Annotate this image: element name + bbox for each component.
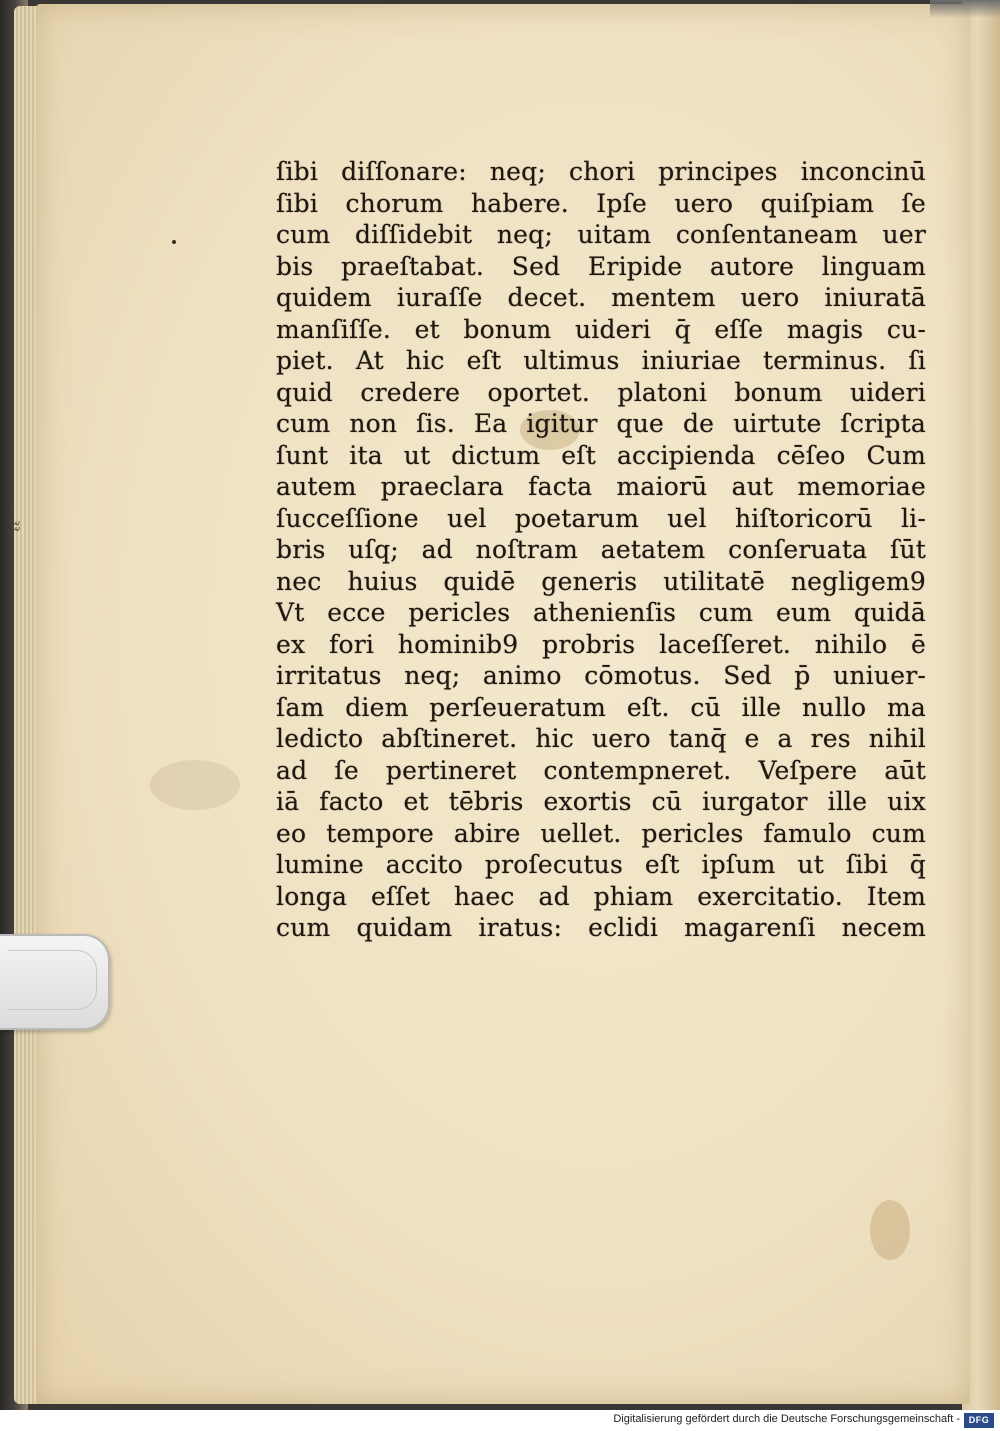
- text-line: lumine accito proſecutus eſt ipſum ut ſibi q̄: [276, 850, 926, 879]
- text-line: bis praeſtabat. Sed Eripide autore linguam: [276, 251, 926, 281]
- text-line: ſucceſſione uel poetarum uel hiſtoricorū li-: [276, 503, 926, 533]
- text-line: cum non ſis. Ea igitur que de uirtute ſcripta: [276, 409, 926, 438]
- text-line: ſibi chorum habere. Ipſe uero quiſpiam ſe: [276, 188, 926, 218]
- text-line: quidem iuraſſe decet. mentem uero iniuratā: [276, 283, 926, 312]
- text-line: longa eſſet haec ad phiam exercitatio. Item: [276, 881, 926, 911]
- text-line: ex fori hominib9 probris laceſſeret. nihilo ē: [276, 629, 926, 659]
- text-line: Vt ecce pericles athenienſis cum eum quidā: [276, 598, 926, 627]
- text-line: cum quidam iratus: eclidi magarenſi necem: [276, 913, 926, 942]
- foxing-spot: [150, 760, 240, 810]
- text-line: eo tempore abire uellet. pericles famulo cum: [276, 818, 926, 848]
- text-line: ſibi diſſonare: neq; chori principes inconcinū: [276, 157, 926, 186]
- text-line: irritatus neq; animo cōmotus. Sed p̄ uniuer-: [276, 661, 926, 690]
- text-line: manſiſſe. et bonum uideri q̄ eſſe magis cu-: [276, 314, 926, 344]
- text-line: ſam diem perſeueratum eſt. cū ille nullo ma: [276, 692, 926, 722]
- bookmark-tab-inner: [8, 950, 97, 1010]
- text-line: nec huius quidē generis utilitatē negligem9: [276, 566, 926, 596]
- text-line: iā facto et tēbris exortis cū iurgator ille uix: [276, 787, 926, 816]
- latin-text-block: [276, 156, 926, 944]
- funding-credit: Digitalisierung gefördert durch die Deutsche Forschungsgemeinschaft -: [613, 1413, 960, 1425]
- ink-dot: [172, 240, 176, 244]
- text-line: piet. At hic eſt ultimus iniuriae terminus. ſi: [276, 346, 926, 375]
- dfg-logo: DFG: [964, 1413, 994, 1428]
- text-line: bris uſq; ad noſtram aetatem conſeruata ſūt: [276, 535, 926, 564]
- text-line: ledicto abſtineret. hic uero tanq̄ e a res nihil: [276, 724, 926, 753]
- text-line: ſunt ita ut dictum eſt accipienda cēſeo Cum: [276, 440, 926, 470]
- corner-shadow: [930, 0, 1000, 18]
- text-line: autem praeclara facta maiorū aut memoriae: [276, 472, 926, 501]
- footer-bar: [0, 1410, 1000, 1431]
- margin-note: ꝛꝛ: [10, 520, 24, 532]
- foxing-spot: [870, 1200, 910, 1260]
- text-line: ad ſe pertineret contempneret. Veſpere aūt: [276, 755, 926, 785]
- text-line: quid credere oportet. platoni bonum uideri: [276, 377, 926, 407]
- text-line: cum diſſidebit neq; uitam conſentaneam uer: [276, 220, 926, 249]
